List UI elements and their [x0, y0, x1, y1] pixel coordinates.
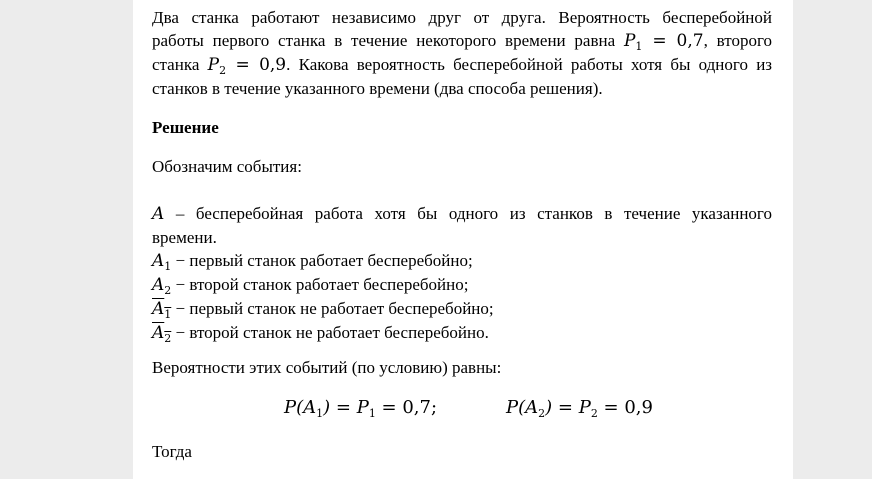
math-value: = 0,9	[597, 397, 653, 418]
event-not-A2	[152, 321, 772, 345]
math-symbol: A	[152, 204, 165, 224]
math-A2	[152, 275, 171, 295]
math-part: ) = P	[323, 397, 369, 418]
math-part: P(A	[284, 397, 317, 418]
math-subscript: 2	[219, 64, 227, 77]
math-subscript: 2	[590, 407, 598, 420]
math-subscript: 2	[164, 284, 172, 297]
text-span: станка	[152, 55, 200, 74]
problem-line-3	[152, 53, 772, 77]
event-A1	[152, 249, 772, 273]
math-part: P(A	[506, 397, 539, 418]
math-A1	[152, 251, 171, 271]
problem-line-1: Два станка работают независимо друг от друга. Вероятность бесперебойной	[152, 8, 772, 27]
math-not-A1	[152, 299, 171, 319]
math-part: ) = P	[545, 397, 591, 418]
math-value: = 0,7	[642, 31, 704, 51]
text-span: – бесперебойная работа хотя бы одного из станков в течение указанного	[164, 204, 772, 223]
math-symbol: P	[207, 55, 220, 75]
math-P1	[624, 31, 642, 51]
math-subscript: 1	[635, 40, 643, 53]
text-span: работы первого станка в течение некоторого времени равна	[152, 31, 616, 50]
math-subscript: 1	[316, 407, 324, 420]
text-span: − первый станок не работает бесперебойно;	[171, 299, 494, 318]
event-not-A1	[152, 297, 772, 321]
math-symbol: A	[152, 299, 165, 319]
problem-line-4: станков в течение указанного времени (два способа решения).	[152, 79, 603, 98]
formula-left	[284, 396, 437, 419]
solution-heading: Решение	[152, 118, 219, 137]
text-span: , второго	[703, 31, 772, 50]
text-span: − второй станок не работает бесперебойно.	[171, 323, 489, 342]
math-value: = 0,7;	[375, 397, 438, 418]
text-span: − второй станок работает бесперебойно;	[171, 275, 469, 294]
math-subscript: 2	[538, 407, 546, 420]
event-A2	[152, 273, 772, 297]
problem-statement	[152, 6, 772, 100]
math-symbol: A	[152, 275, 165, 295]
event-A-line-1	[152, 202, 772, 226]
events-intro: Обозначим события:	[152, 157, 302, 176]
math-subscript: 2	[164, 332, 172, 345]
text-span: − первый станок работает бесперебойно;	[171, 251, 473, 270]
math-subscript: 1	[164, 308, 172, 321]
math-subscript: 1	[164, 260, 172, 273]
formula-right	[506, 396, 653, 419]
math-symbol: A	[152, 323, 165, 343]
math-symbol: P	[623, 31, 636, 51]
then-text: Тогда	[152, 442, 192, 461]
probabilities-intro: Вероятности этих событий (по условию) равны:	[152, 358, 502, 377]
text-span: . Какова вероятность бесперебойной работы хотя бы одного из	[286, 55, 773, 74]
math-not-A2	[152, 323, 171, 343]
math-subscript: 1	[368, 407, 376, 420]
math-P2	[208, 55, 226, 75]
problem-line-2	[152, 29, 772, 53]
math-value: = 0,9	[226, 55, 287, 75]
event-definitions	[152, 202, 772, 345]
document-page	[133, 0, 793, 479]
math-symbol: A	[152, 251, 165, 271]
event-A-line-2: времени.	[152, 228, 217, 247]
